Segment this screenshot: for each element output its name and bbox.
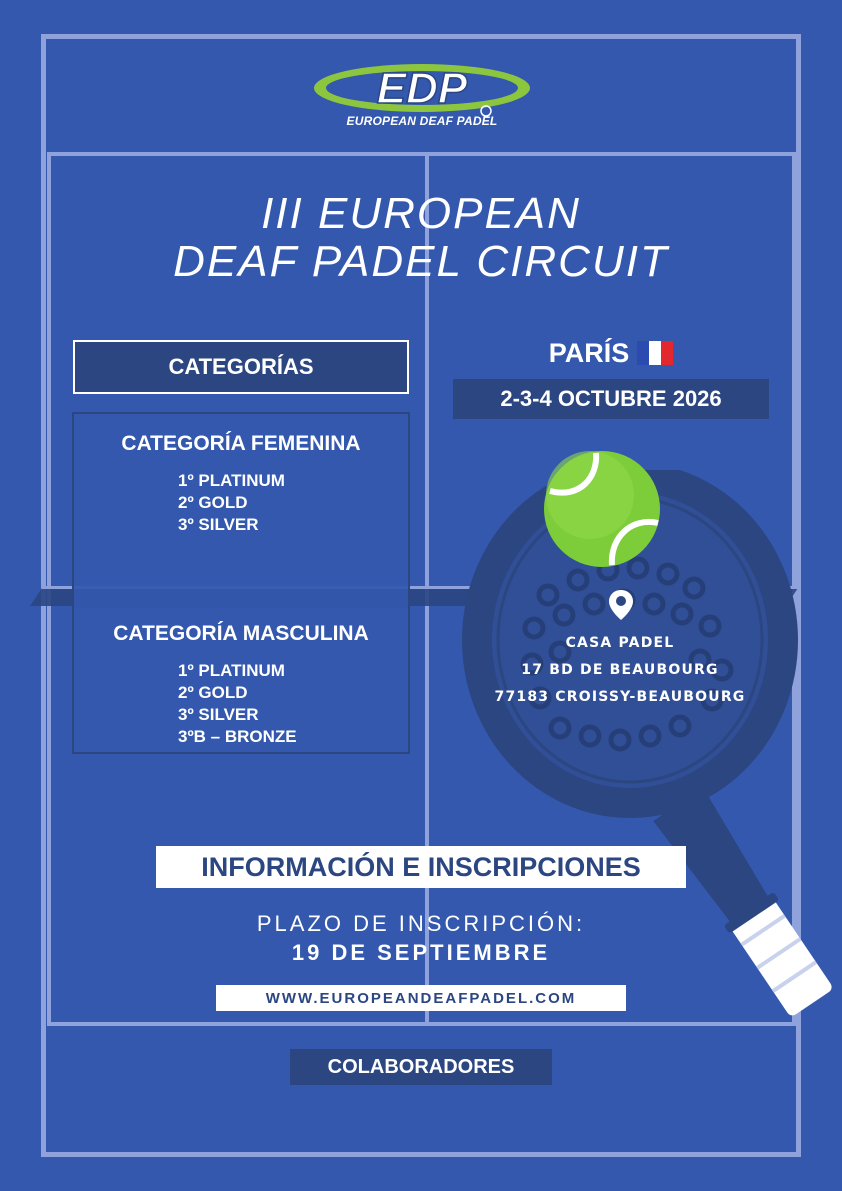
list-item: 3º SILVER: [178, 515, 259, 534]
venue-block: [470, 630, 770, 711]
category-masculina-box: [72, 606, 410, 754]
location-pin-icon: [606, 588, 636, 622]
france-flag-icon: [637, 341, 673, 365]
padel-ball-illustration: [540, 447, 664, 571]
colaboradores-label: COLABORADORES: [290, 1049, 552, 1085]
edp-logo-emblem: [310, 62, 534, 118]
venue-name: CASA PADEL: [565, 635, 675, 651]
deadline-date: 19 DE SEPTIEMBRE: [291, 940, 551, 965]
venue-city: 77183 CROISSY-BEAUBOURG: [494, 689, 746, 705]
category-femenina-list: [178, 470, 408, 536]
event-city-row: [453, 338, 769, 369]
category-femenina-box: [72, 412, 410, 608]
list-item: 1º PLATINUM: [178, 471, 285, 490]
list-item: 3ºB – BRONZE: [178, 727, 297, 746]
list-item: 3º SILVER: [178, 705, 259, 724]
event-dates: 2-3-4 OCTUBRE 2026: [453, 379, 769, 419]
website-link[interactable]: WWW.EUROPEANDEAFPADEL.COM: [216, 985, 626, 1011]
title-line-2: DEAF PADEL CIRCUIT: [173, 237, 669, 286]
edp-logo-subtitle: EUROPEAN DEAF PADEL: [346, 114, 498, 128]
list-item: 2º GOLD: [178, 493, 248, 512]
category-masculina-list: [178, 660, 408, 748]
court-service-line-top: [48, 152, 795, 156]
info-heading: INFORMACIÓN E INSCRIPCIONES: [156, 846, 686, 888]
title-line-1: III EUROPEAN: [261, 189, 581, 238]
venue-address: 17 BD DE BEAUBOURG: [521, 662, 719, 678]
category-masculina-title: CATEGORÍA MASCULINA: [113, 622, 369, 645]
category-femenina-title: CATEGORÍA FEMENINA: [121, 432, 361, 455]
categories-header: CATEGORÍAS: [73, 340, 409, 394]
edp-logo-mark: EDP: [376, 64, 468, 113]
event-city: PARÍS: [548, 338, 630, 368]
deadline-label: PLAZO DE INSCRIPCIÓN:: [256, 911, 586, 936]
court-outer-top: [41, 34, 801, 39]
list-item: 2º GOLD: [178, 683, 248, 702]
court-outer-bottom: [41, 1152, 801, 1157]
edp-logo: [310, 62, 534, 128]
list-item: 1º PLATINUM: [178, 661, 285, 680]
